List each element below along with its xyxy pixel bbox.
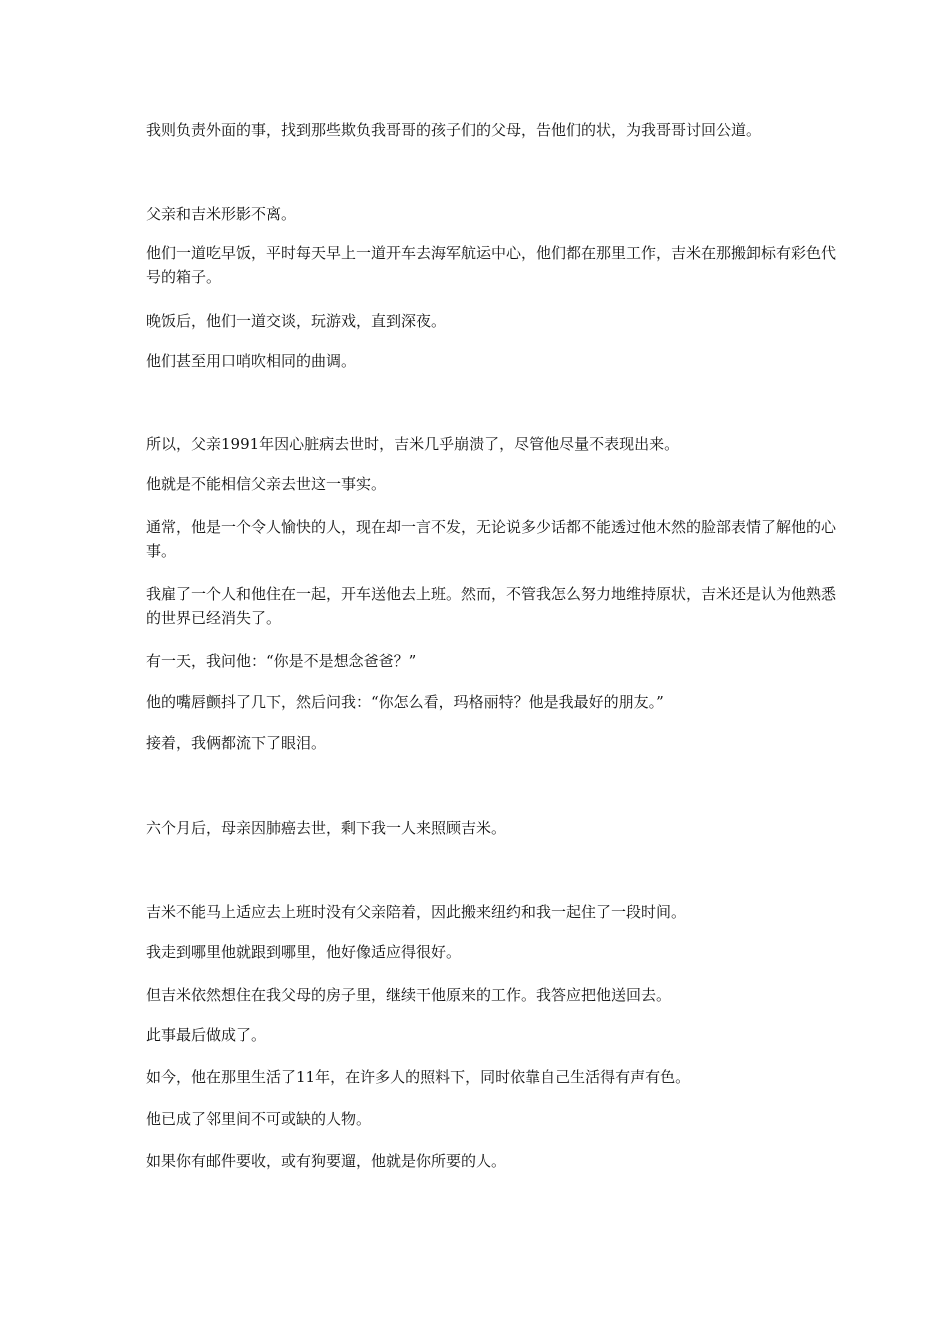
paragraph: 吉米不能马上适应去上班时没有父亲陪着，因此搬来纽约和我一起住了一段时间。: [146, 903, 687, 921]
paragraph: 他们甚至用口哨吹相同的曲调。: [146, 352, 357, 370]
paragraph: 如今，他在那里生活了11年，在许多人的照料下，同时依靠自己生活得有声有色。: [146, 1068, 691, 1086]
paragraph: 有一天，我问他：“你是不是想念爸爸？”: [146, 652, 417, 670]
paragraph: 通常，他是一个令人愉快的人，现在却一言不发，无论说多少话都不能透过他木然的脸部表情了解他的心事。: [146, 518, 837, 560]
paragraph: 父亲和吉米形影不离。: [146, 205, 297, 223]
paragraph: 但吉米依然想住在我父母的房子里，继续干他原来的工作。我答应把他送回去。: [146, 986, 672, 1004]
paragraph: 他们一道吃早饭，平时每天早上一道开车去海军航运中心，他们都在那里工作，吉米在那搬卸标有彩色代号的箱子。: [146, 244, 837, 286]
paragraph: 接着，我俩都流下了眼泪。: [146, 734, 327, 752]
paragraph: 我则负责外面的事，找到那些欺负我哥哥的孩子们的父母，告他们的状，为我哥哥讨回公道。: [146, 121, 762, 139]
paragraph: 所以，父亲1991年因心脏病去世时，吉米几乎崩溃了，尽管他尽量不表现出来。: [146, 435, 680, 453]
paragraph: 我雇了一个人和他住在一起，开车送他去上班。然而，不管我怎么努力地维持原状，吉米还是认为他熟悉的世界已经消失了。: [146, 585, 837, 627]
paragraph: 晚饭后，他们一道交谈，玩游戏，直到深夜。: [146, 312, 447, 330]
paragraph: 六个月后，母亲因肺癌去世，剩下我一人来照顾吉米。: [146, 819, 507, 837]
paragraph: 他就是不能相信父亲去世这一事实。: [146, 475, 387, 493]
paragraph: 我走到哪里他就跟到哪里，他好像适应得很好。: [146, 943, 462, 961]
paragraph: 此事最后做成了。: [146, 1026, 267, 1044]
paragraph: 他的嘴唇颤抖了几下，然后问我：“你怎么看，玛格丽特？他是我最好的朋友。”: [146, 693, 664, 711]
paragraph: 他已成了邻里间不可或缺的人物。: [146, 1110, 372, 1128]
paragraph: 如果你有邮件要收，或有狗要遛，他就是你所要的人。: [146, 1152, 507, 1170]
